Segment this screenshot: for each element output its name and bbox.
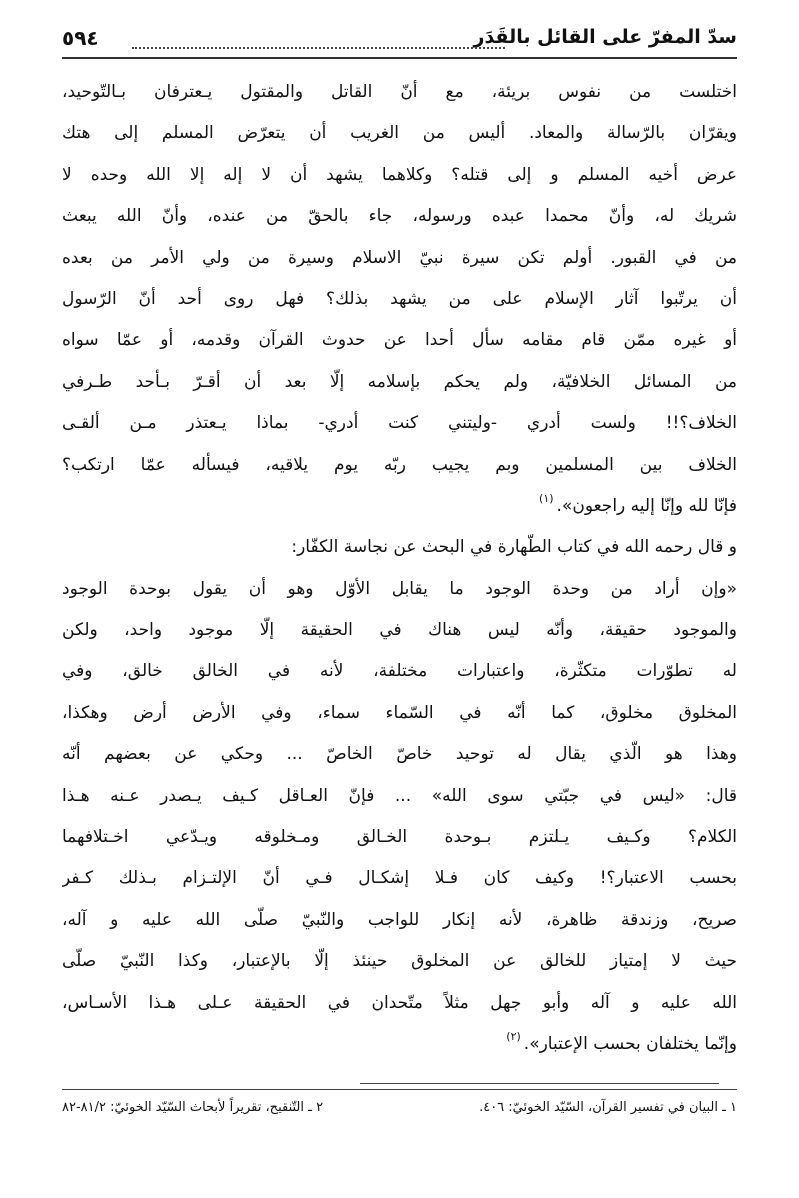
- text-line: وهذا هو الّذي يقال له توحيد خاصّ الخاصّ ... وحكي عن بعضهم أنّه: [62, 744, 737, 765]
- text-line: عرض أخيه المسلم و إلى قتله؟ وكلاهما يشهد أن لا إله إلا الله وحده لا: [62, 164, 737, 185]
- text-line: بحسب الاعتبار؟! وكيف كان فـلا إشكـال فـي أنّ الإلتـزام بـذلك كـفر: [62, 868, 737, 889]
- text-line: اختلست من نفوس بريئة، مع أنّ القاتل والمقتول يـعترفان بـالتّوحيد،: [62, 82, 737, 102]
- text-line: حيث لا إمتياز للخالق عن المخلوق حينئذ إلّا بالإعتبار، وكذا النّبيّ صلّى: [62, 951, 737, 972]
- text-line: من المسائل الخلافيّة، ولم يحكم بإسلامه إلّا بعد أن أقـرّ بـأحد طـرفي: [62, 371, 737, 392]
- footnotes: [62, 1100, 737, 1124]
- text-line: أن يرتّبوا آثار الإسلام على من يشهد بذلك؟ فهل روى أحد أنّ الرّسول: [62, 288, 737, 309]
- header-rule: [62, 57, 737, 59]
- text-line: ويقرّان بالرّسالة والمعاد. أليس من الغريب أن يتعرّض المسلم إلى هتك: [62, 123, 737, 144]
- text-line: له تطوّرات متكثّرة، واعتبارات مختلفة، لأنه في الخالق خالق، وفي: [62, 661, 737, 682]
- text-line: أو غيره ممّن قام مقامه سأل أحدا عن حدوث القرآن وقدمه، أو عمّا سواه: [62, 330, 737, 351]
- text-line: الله عليه و آله وأبو جهل مثلاً متّحدان في الحقيقة عـلى هـذا الأسـاس،: [62, 992, 737, 1013]
- footnote-rule: [62, 1089, 737, 1090]
- running-title: سدّ المفرّ على القائل بالقَدَر: [473, 26, 737, 48]
- paragraph-end-line: [62, 1024, 737, 1065]
- text-line: وإنّما يختلفان بحسب الإعتبار».: [523, 1033, 737, 1054]
- footnote-1: ١ ـ البيان في تفسير القرآن، السّيّد الخوئيّ: ٤٠٦.: [479, 1100, 737, 1115]
- footnote-2: ٢ ـ التّنقيح، تقريراً لأبحاث السّيّد الخوئيّ: ٨١/٢-٨٢: [62, 1100, 324, 1115]
- text-line: «وإن أراد من وحدة الوجود ما يقابل الأوّل وهو أن يقول بوحدة الوجود: [62, 578, 737, 599]
- text-line: الكلام؟ وكـيف يـلتزم بـوحدة الخـالق ومـخلوقه ويـدّعي اخـتلافهما: [62, 827, 737, 848]
- text-line: الخلاف بين المسلمين وبم يجيب ربّه يوم يلاقيه، فيسأله عمّا ارتكب؟: [62, 454, 737, 475]
- footnote-ref-1[interactable]: (١): [539, 491, 554, 505]
- page-header: [62, 26, 737, 56]
- text-line: صريح، وزندقة ظاهرة، لأنه إنكار للواجب والنّبيّ صلّى الله عليه و آله،: [62, 909, 737, 930]
- text-line: والموجود حقيقة، وأنّه ليس هناك في الحقيقة إلّا موجود واحد، ولكن: [62, 620, 737, 641]
- text-line: شريك له، وأنّ محمدا عبده ورسوله، جاء بالحقّ من عنده، وأنّ الله يبعث: [62, 206, 737, 227]
- text-line: المخلوق مخلوق، كما أنّه في السّماء سماء، وفي الأرض أرض وهكذا،: [62, 702, 737, 723]
- text-line: قال: «ليس في جبّتي سوى الله» ... فإنّ العـاقل كـيف يـصدر عـنه هـذا: [62, 785, 737, 806]
- text-line: و قال رحمه الله في كتاب الطّهارة في البحث عن نجاسة الكفّار:: [291, 537, 737, 558]
- text-line: من في القبور. أولم تكن سيرة نبيّ الاسلام وسيرة من ولي الأمر من بعده: [62, 247, 737, 268]
- paragraph-end-line: [62, 486, 737, 527]
- page-number: ٥٩٤: [62, 26, 99, 50]
- footnote-separator: [360, 1083, 719, 1084]
- footnote-ref-2[interactable]: (٢): [506, 1029, 521, 1043]
- body-text: [62, 72, 737, 1065]
- text-line: فإنّا لله وإنّا إليه راجعون».: [556, 495, 737, 516]
- text-line: الخلاف؟!! ولست أدري -وليتني كنت أدري- بماذا يـعتذر مـن ألقـى: [62, 413, 737, 434]
- leader-dots: [132, 47, 505, 49]
